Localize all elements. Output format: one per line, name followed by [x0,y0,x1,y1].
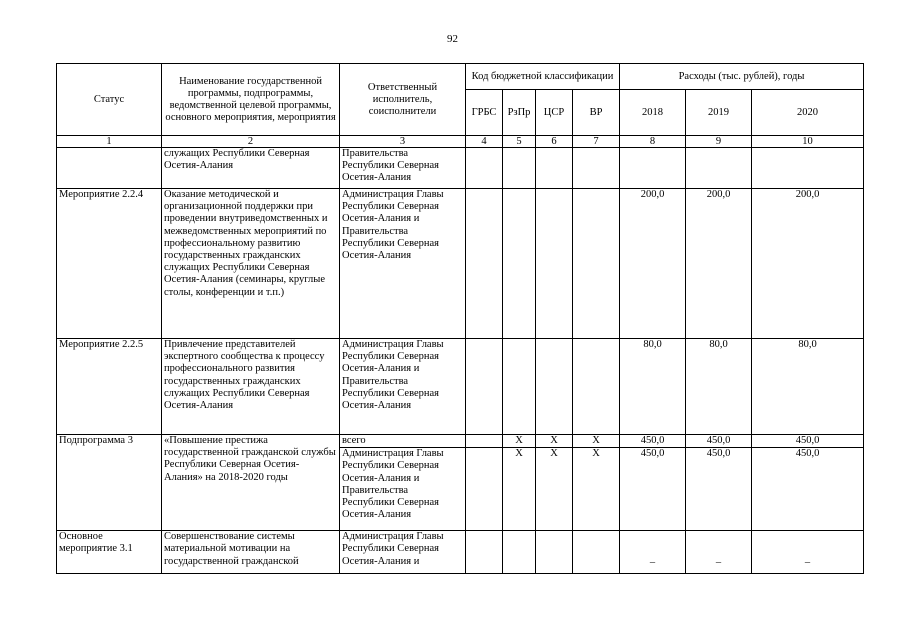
col-number: 9 [686,136,752,148]
subprogram-total-2019: 450,0 [686,435,752,448]
row-csr [536,189,573,339]
subprogram-total-row [57,435,864,448]
subprogram-total-csr: Х [536,435,573,448]
subprogram-status: Подпрограмма 3 [57,435,162,531]
header-budget-code: Код бюджетной классификации [466,64,620,90]
subprogram-admin-vr: Х [573,448,620,531]
row-grbs [466,531,503,574]
header-status: Статус [57,64,162,136]
row-grbs [466,189,503,339]
row-status [57,148,162,189]
col-number: 1 [57,136,162,148]
col-number: 7 [573,136,620,148]
table-row [57,531,864,574]
row-status: Мероприятие 2.2.4 [57,189,162,339]
row-2020: 200,0 [752,189,864,339]
col-number: 8 [620,136,686,148]
row-2018: 200,0 [620,189,686,339]
row-2019: 80,0 [686,339,752,435]
row-name: Оказание методической и организационной поддержки при проведении внутриведомственных и межведомственных мероприятий по профессиональному развитию государственных гражданских служащих Республики Северная Осетия-Алания (семинары, круглые столы, конференции и т.п.) [162,189,340,339]
subprogram-admin-executor: Администрация Главы Республики Северная Осетия-Алания и Правительства Республики Северная Осетия-Алания [340,448,466,531]
col-number: 4 [466,136,503,148]
row-executor: Администрация Главы Республики Северная Осетия-Алания и [340,531,466,574]
budget-table [56,63,864,574]
subprogram-admin-grbs [466,448,503,531]
row-csr [536,531,573,574]
row-status: Основное мероприятие 3.1 [57,531,162,574]
row-2019: 200,0 [686,189,752,339]
row-2019: – [686,531,752,574]
subprogram-total-vr: Х [573,435,620,448]
header-expenses: Расходы (тыс. рублей), годы [620,64,864,90]
row-2019 [686,148,752,189]
row-rzpr [503,531,536,574]
row-name: Совершенствование системы материальной мотивации на государственной гражданской [162,531,340,574]
row-grbs [466,148,503,189]
row-executor: Администрация Главы Республики Северная Осетия-Алания и Правительства Республики Северная Осетия-Алания [340,189,466,339]
row-name: Привлечение представителей экспертного сообщества к процессу профессионального развития государственных гражданских служащих Республики Северная Осетия-Алания [162,339,340,435]
col-number: 5 [503,136,536,148]
subprogram-total-rzpr: Х [503,435,536,448]
header-rzpr: РзПр [503,90,536,136]
header-name: Наименование государственной программы, подпрограммы, ведомственной целевой программы, основного мероприятия, мероприятия [162,64,340,136]
subprogram-total-2018: 450,0 [620,435,686,448]
col-number: 6 [536,136,573,148]
header-row-1 [57,64,864,90]
table-row [57,189,864,339]
row-2018: 80,0 [620,339,686,435]
subprogram-admin-csr: Х [536,448,573,531]
subprogram-admin-2018: 450,0 [620,448,686,531]
table-row [57,339,864,435]
subprogram-admin-2020: 450,0 [752,448,864,531]
subprogram-total-2020: 450,0 [752,435,864,448]
row-rzpr [503,339,536,435]
row-vr [573,339,620,435]
col-number: 10 [752,136,864,148]
row-2018: – [620,531,686,574]
row-vr [573,189,620,339]
row-vr [573,531,620,574]
subprogram-admin-rzpr: Х [503,448,536,531]
subprogram-total-executor: всего [340,435,466,448]
row-2020: – [752,531,864,574]
row-vr [573,148,620,189]
row-rzpr [503,189,536,339]
header-vr: ВР [573,90,620,136]
row-rzpr [503,148,536,189]
subprogram-total-grbs [466,435,503,448]
header-year-2020: 2020 [752,90,864,136]
row-2018 [620,148,686,189]
table-row [57,148,864,189]
subprogram-admin-2019: 450,0 [686,448,752,531]
row-name: служащих Республики Северная Осетия-Алания [162,148,340,189]
row-executor: Правительства Республики Северная Осетия-Алания [340,148,466,189]
row-executor: Администрация Главы Республики Северная Осетия-Алания и Правительства Республики Северная Осетия-Алания [340,339,466,435]
row-2020: 80,0 [752,339,864,435]
row-status: Мероприятие 2.2.5 [57,339,162,435]
row-grbs [466,339,503,435]
row-2020 [752,148,864,189]
col-number: 2 [162,136,340,148]
header-csr: ЦСР [536,90,573,136]
header-executor: Ответственный исполнитель, соисполнители [340,64,466,136]
column-numbers-row [57,136,864,148]
col-number: 3 [340,136,466,148]
header-year-2019: 2019 [686,90,752,136]
page-number: 92 [447,33,458,45]
row-csr [536,339,573,435]
header-year-2018: 2018 [620,90,686,136]
subprogram-name: «Повышение престижа государственной гражданской службы Республики Северная Осетия-Алания» на 2018-2020 годы [162,435,340,531]
row-csr [536,148,573,189]
header-grbs: ГРБС [466,90,503,136]
